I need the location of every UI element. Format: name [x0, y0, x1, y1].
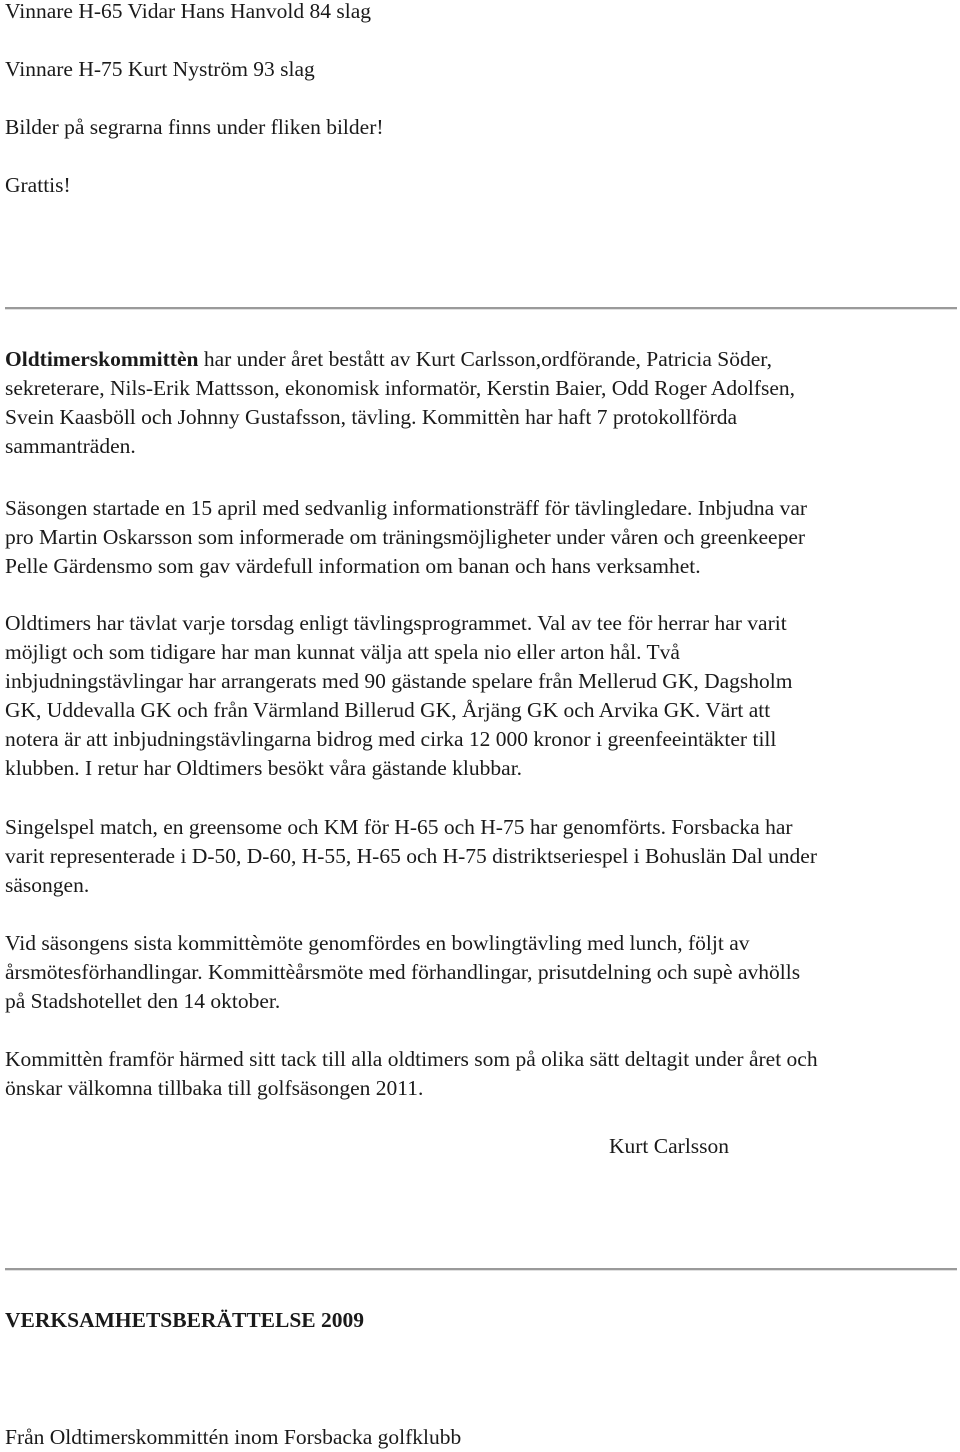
congrats-text: Grattis!	[5, 173, 71, 197]
thanks-paragraph: Kommittèn framför härmed sitt tack till alla oldtimers som på olika sätt deltagit under året och önskar välkomna tillbaka till golfsäsongen 2011.	[5, 1047, 818, 1100]
committee-paragraph	[5, 345, 960, 461]
section-title: VERKSAMHETSBERÄTTELSE 2009	[5, 1308, 365, 1332]
signature: Kurt Carlsson	[609, 1134, 730, 1158]
winner-h75: Vinnare H-75 Kurt Nyström 93 slag	[5, 57, 315, 81]
committee-line: sammanträden.	[5, 434, 136, 458]
section-subtitle: Från Oldtimerskommittén inom Forsbacka golfklubb	[5, 1425, 462, 1449]
committee-line: sekreterare, Nils-Erik Mattsson, ekonomisk informatör, Kerstin Baier, Odd Roger Adolfsen,	[5, 376, 796, 400]
committee-line: Svein Kaasböll och Johnny Gustafsson, tävling. Kommittèn har haft 7 protokollförda	[5, 405, 738, 429]
section-divider	[5, 307, 957, 310]
section-divider	[5, 1268, 957, 1271]
season-paragraph: Säsongen startade en 15 april med sedvanlig informationsträff för tävlingledare. Inbjudna var pro Martin Oskarsson som informerade om träningsmöjligheter under våren och greenkeeper Pelle Gärdensmo som gav värdefull information om banan och hans verksamhet.	[5, 496, 808, 578]
committee-line: Oldtimerskommittèn har under året bestått av Kurt Carlsson,ordförande, Patricia Söder,	[5, 347, 772, 371]
competitions-paragraph: Oldtimers har tävlat varje torsdag enligt tävlingsprogrammet. Val av tee för herrar har varit möjligt och som tidigare har man kunnat välja att spela nio eller arton hål. Två inbjudningstävlingar har arrangerats med 90 gästande spelare från Mellerud GK, Dagsholm GK, Uddevalla GK och från Värmland Billerud GK, Årjäng GK och Arvika GK. Värt att notera är att inbjudningstävlingarna bidrog med cirka 12 000 kronor i greenfeeintäkter till klubben. I retur har Oldtimers besökt våra gästande klubbar.	[5, 611, 793, 780]
final-meeting-paragraph: Vid säsongens sista kommittèmöte genomfördes en bowlingtävling med lunch, följt av årsmötesförhandlingar. Kommittèårsmöte med förhandlingar, prisutdelning och supè avhölls på Stadshotellet den 14 oktober.	[5, 931, 801, 1013]
photos-note: Bilder på segrarna finns under fliken bilder!	[5, 115, 384, 139]
winner-h65: Vinnare H-65 Vidar Hans Hanvold 84 slag	[5, 0, 372, 23]
committee-name: Oldtimerskommittèn	[5, 347, 199, 371]
matchplay-paragraph: Singelspel match, en greensome och KM för H-65 och H-75 har genomförts. Forsbacka har varit representerade i D-50, D-60, H-55, H-65 och H-75 distriktseriespel i Bohuslän Dal under säsongen.	[5, 815, 818, 897]
